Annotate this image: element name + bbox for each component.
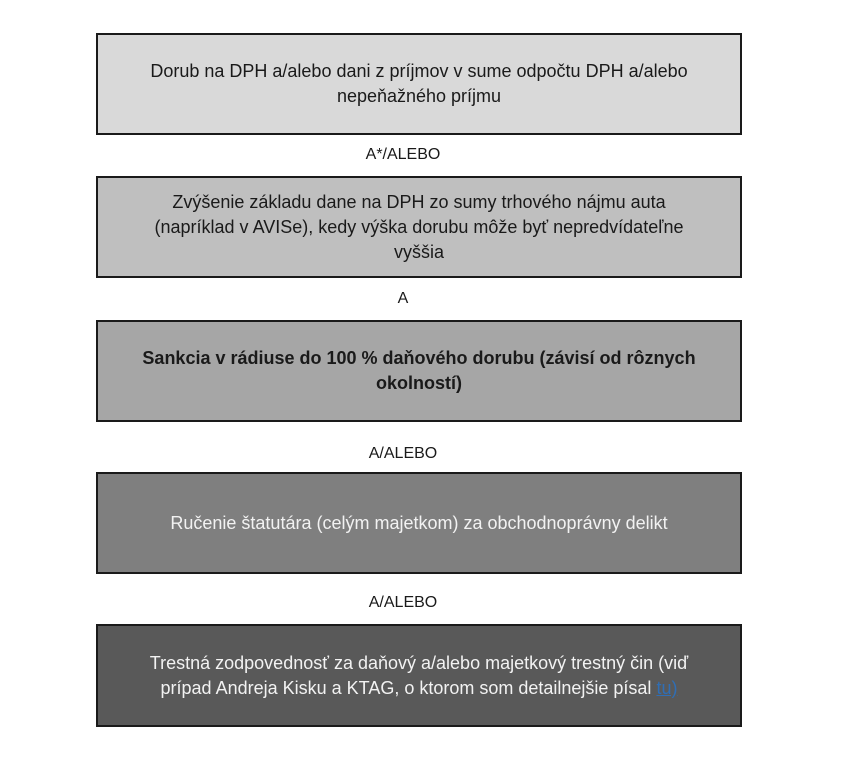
connector-label: A [397,290,409,307]
box-text [138,651,700,701]
diagram-box-criminal-liability [96,624,742,727]
box-text: Sankcia v rádiuse do 100 % daňového dorubu (závisí od rôznych okolností) [142,348,696,393]
connector-label: A/ALEBO [368,594,438,611]
box-text-main: Trestná zodpovednosť za daňový a/alebo majetkový trestný čin (viď prípad Andreja Kisku a KTAG, o ktorom som detailnejšie písal [149,652,689,698]
box-text: Zvýšenie základu dane na DPH zo sumy trhového nájmu auta (napríklad v AVISe), kedy výška dorubu môže byť nepredvídateľne vyššia [154,191,684,262]
diagram-box-tax-assessment [96,33,742,135]
box-text: Dorub na DPH a/alebo dani z príjmov v sume odpočtu DPH a/alebo nepeňažného príjmu [150,61,688,106]
connector-label: A*/ALEBO [365,146,441,163]
connector-label: A/ALEBO [368,445,438,462]
diagram-box-tax-base-increase [96,176,742,278]
diagram-box-director-liability [96,472,742,574]
diagram-box-sanction [96,320,742,422]
article-link[interactable]: tu) [656,677,678,698]
box-text: Ručenie štatutára (celým majetkom) za obchodnoprávny delikt [170,512,668,533]
